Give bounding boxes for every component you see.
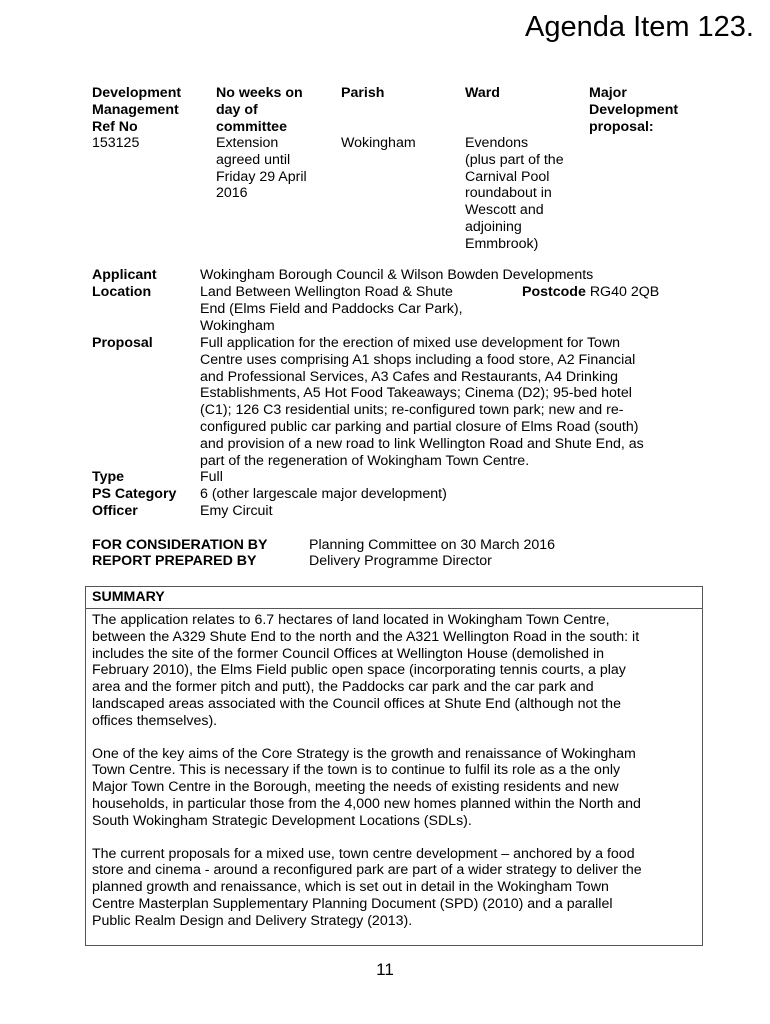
prepared-by-label: REPORT PREPARED BY — [92, 553, 257, 569]
consideration-label: FOR CONSIDERATION BY — [92, 537, 268, 553]
agenda-item-title: Agenda Item 123. — [525, 11, 754, 43]
postcode-value: RG40 2QB — [589, 284, 660, 300]
ps-category-value: 6 (other largescale major development) — [200, 486, 447, 502]
col-ref-value: 153125 — [92, 135, 140, 151]
location-value-line1: Land Between Wellington Road & Shute — [200, 284, 453, 300]
location-label: Location — [92, 284, 152, 300]
summary-box — [85, 586, 703, 946]
proposal-label: Proposal — [92, 335, 153, 351]
ps-category-label: PS Category — [92, 486, 177, 502]
col-parish-heading: Parish — [341, 85, 385, 101]
proposal-value: Full application for the erection of mixed use development for Town Centre uses comprising A1 shops including a food store, A2 Financial and Professional Services, A3 Cafes and Restaurants, A4 Drinking Establishments, A5 Hot Food Takeaways; Cinema (D2); 95-bed hotel (C1); 126 C3 residential units; re-configured town park; new and re- configured public car parking and partial closure of Elms Road (south) and provision of a new road to link Wellington Road and Shute End, as part of the regeneration of Wokingham Town Centre. — [200, 335, 644, 469]
summary-paragraph-1: The application relates to 6.7 hectares of land located in Wokingham Town Centre, between the A329 Shute End to the north and the A321 Wellington Road in the south: it includes the site of the former Council Offices at Wellington House (demolished in February 2010), the Elms Field public open space (incorporating tennis courts, a play area and the former pitch and putt), the Paddocks car park and the car park and landscaped areas associated with the Council offices at Shute End (although not the offices themselves). — [92, 612, 640, 729]
col-ward-heading: Ward — [465, 85, 500, 101]
col-major-heading: Major Development proposal: — [589, 85, 679, 135]
page-number: 11 — [376, 960, 394, 979]
col-ward-value: Evendons (plus part of the Carnival Pool roundabout in Wescott and adjoining Emmbrook) — [465, 135, 564, 252]
applicant-label: Applicant — [92, 267, 157, 283]
type-value: Full — [200, 469, 223, 485]
officer-value: Emy Circuit — [200, 503, 273, 519]
col-ref-heading: Development Management Ref No — [92, 85, 182, 135]
col-weeks-heading: No weeks on day of committee — [216, 85, 303, 135]
consideration-value: Planning Committee on 30 March 2016 — [309, 537, 556, 553]
col-parish-value: Wokingham — [341, 135, 416, 151]
prepared-by-value: Delivery Programme Director — [309, 553, 492, 569]
type-label: Type — [92, 469, 125, 485]
location-value-rest: End (Elms Field and Paddocks Car Park), Wokingham — [200, 301, 463, 334]
summary-paragraph-3: The current proposals for a mixed use, town centre development – anchored by a food store and cinema - around a reconfigured park are part of a wider strategy to deliver the planned growth and renaissance, which is set out in detail in the Wokingham Town Centre Masterplan Supplementary Planning Document (SPD) (2010) and a parallel Public Realm Design and Delivery Strategy (2013). — [92, 845, 642, 929]
summary-paragraph-2: One of the key aims of the Core Strategy is the growth and renaissance of Wokingham Town Centre. This is necessary if the town is to continue to fulfil its role as a the only Major Town Centre in the Borough, meeting the needs of existing residents and new households, in particular those from the 4,000 new homes planned within the North and South Wokingham Strategic Development Locations (SDLs). — [92, 745, 641, 829]
applicant-value: Wokingham Borough Council & Wilson Bowden Developments — [200, 267, 594, 283]
summary-heading: SUMMARY — [86, 587, 702, 609]
col-weeks-value: Extension agreed until Friday 29 April 2016 — [216, 135, 307, 202]
postcode-label: Postcode — [522, 284, 586, 300]
officer-label: Officer — [92, 503, 138, 519]
